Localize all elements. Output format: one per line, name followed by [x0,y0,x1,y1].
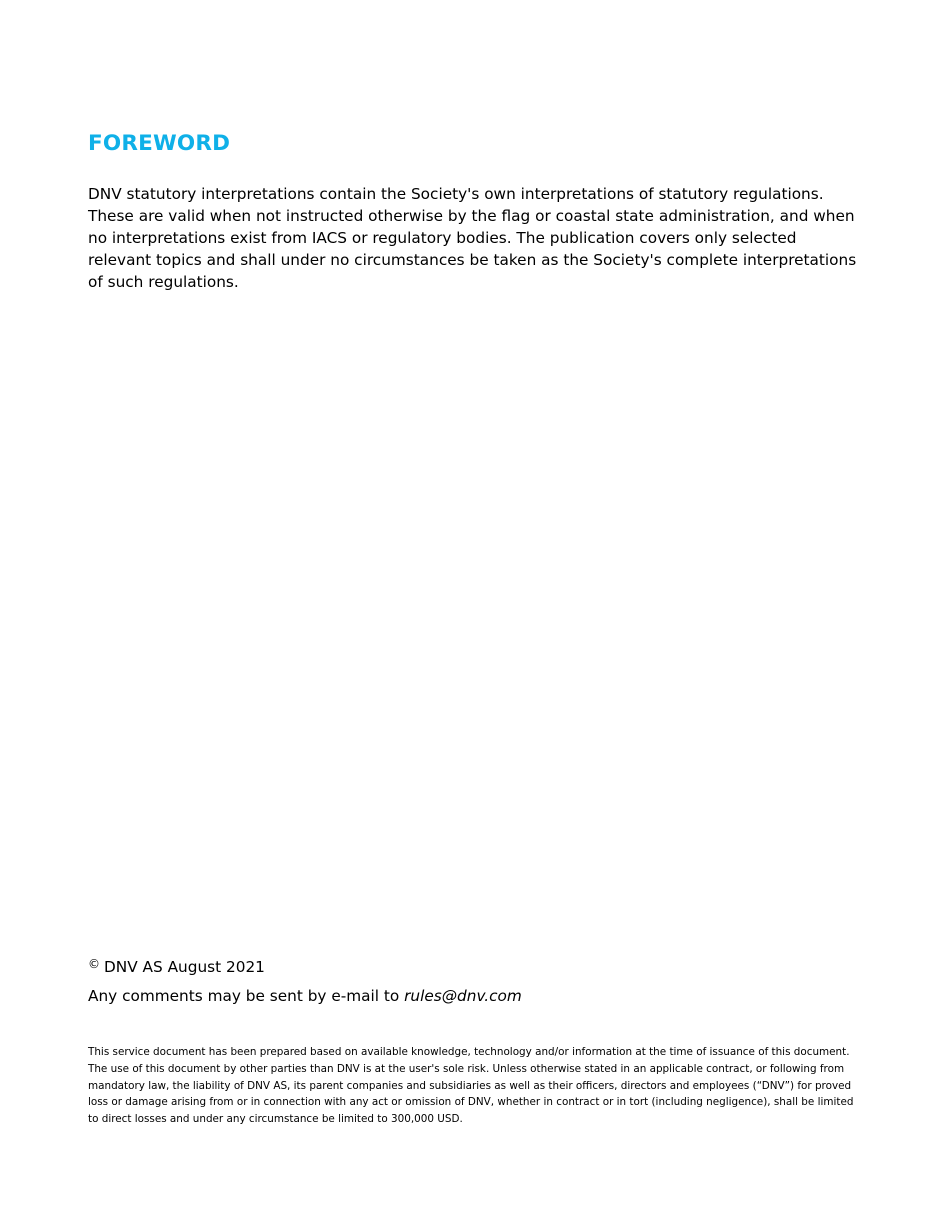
comments-email-link[interactable]: rules@dnv.com [404,987,522,1005]
comments-line [88,985,522,1007]
disclaimer-paragraph: This service document has been prepared based on available knowledge, technology and/or information at the time of issuance of this document. The use of this document by other parties than DNV is at the user's sole risk. Unless otherwise stated in an applicable contract, or following from mandatory law, the liability of DNV AS, its parent companies and subsidiaries as well as their officers, directors and employees (“DNV”) for proved loss or damage arising from or in connection with any act or omission of DNV, whether in contract or in tort (including negligence), shall be limited to direct losses and under any circumstance be limited to 300,000 USD. [88,1046,854,1126]
foreword-paragraph: DNV statutory interpretations contain the Society's own interpretations of statutory regulations. These are valid when not instructed otherwise by the flag or coastal state administration, and when no interpretations exist from IACS or regulatory bodies. The publication covers only selected relevant topics and shall under no circumstances be taken as the Society's complete interpretations of such regulations. [88,185,857,291]
comments-prefix: Any comments may be sent by e-mail to [88,987,400,1005]
page-title: FOREWORD [88,131,231,156]
copyright-text: DNV AS August 2021 [104,958,265,976]
copyright-symbol: © [88,957,100,971]
copyright-line [88,953,265,978]
